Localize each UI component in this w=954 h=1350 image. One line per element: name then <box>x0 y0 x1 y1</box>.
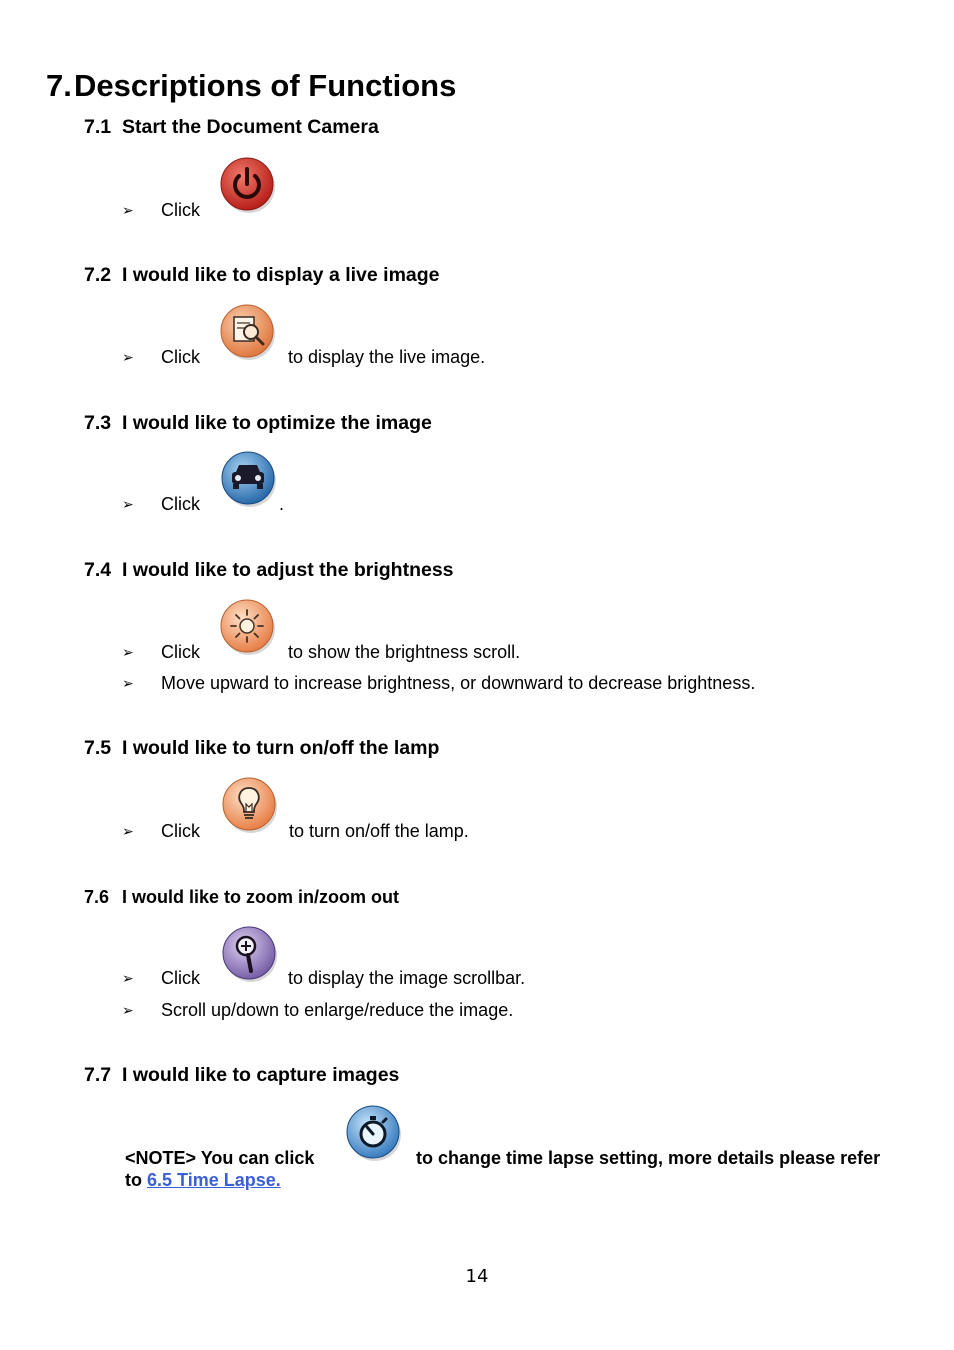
instruction-row: ➢ Click <box>122 200 200 220</box>
timer-icon <box>345 1105 401 1161</box>
section-heading-7-1: 7.1 Start the Document Camera <box>84 116 379 138</box>
instruction-row: ➢ Click . <box>122 494 285 514</box>
car-icon <box>220 451 276 507</box>
page-number: 14 <box>465 1266 489 1287</box>
instruction-row: ➢ Click to turn on/off the lamp. <box>122 821 469 841</box>
note-line-2: to 6.5 Time Lapse. <box>125 1170 281 1190</box>
note-line-1-continued: to change time lapse setting, more details please refer <box>416 1148 881 1168</box>
power-icon <box>220 157 276 213</box>
section-heading-7-6: 7.6 I would like to zoom in/zoom out <box>84 887 399 907</box>
section-heading-7-4: 7.4 I would like to adjust the brightness <box>84 559 454 581</box>
time-lapse-link[interactable]: 6.5 Time Lapse. <box>147 1170 281 1190</box>
live-image-icon <box>220 304 276 360</box>
instruction-row: ➢ Scroll up/down to enlarge/reduce the image. <box>122 1000 514 1020</box>
section-heading-7-3: 7.3 I would like to optimize the image <box>84 412 432 434</box>
note-line-1: <NOTE> You can click <box>125 1148 315 1168</box>
instruction-row: ➢ Click to display the image scrollbar. <box>122 968 526 988</box>
section-heading-7-5: 7.5 I would like to turn on/off the lamp <box>84 737 440 759</box>
brightness-icon <box>220 599 276 655</box>
lamp-icon <box>221 777 277 833</box>
zoom-icon <box>221 926 277 982</box>
section-heading-7-2: 7.2 I would like to display a live image <box>84 264 440 286</box>
instruction-row: ➢ Click to show the brightness scroll. <box>122 642 521 662</box>
instruction-row: ➢ Click to display the live image. <box>122 347 486 367</box>
page-title: 7.Descriptions of Functions <box>46 68 457 103</box>
instruction-row: ➢ Move upward to increase brightness, or downward to decrease brightness. <box>122 673 756 693</box>
section-heading-7-7: 7.7 I would like to capture images <box>84 1064 400 1086</box>
